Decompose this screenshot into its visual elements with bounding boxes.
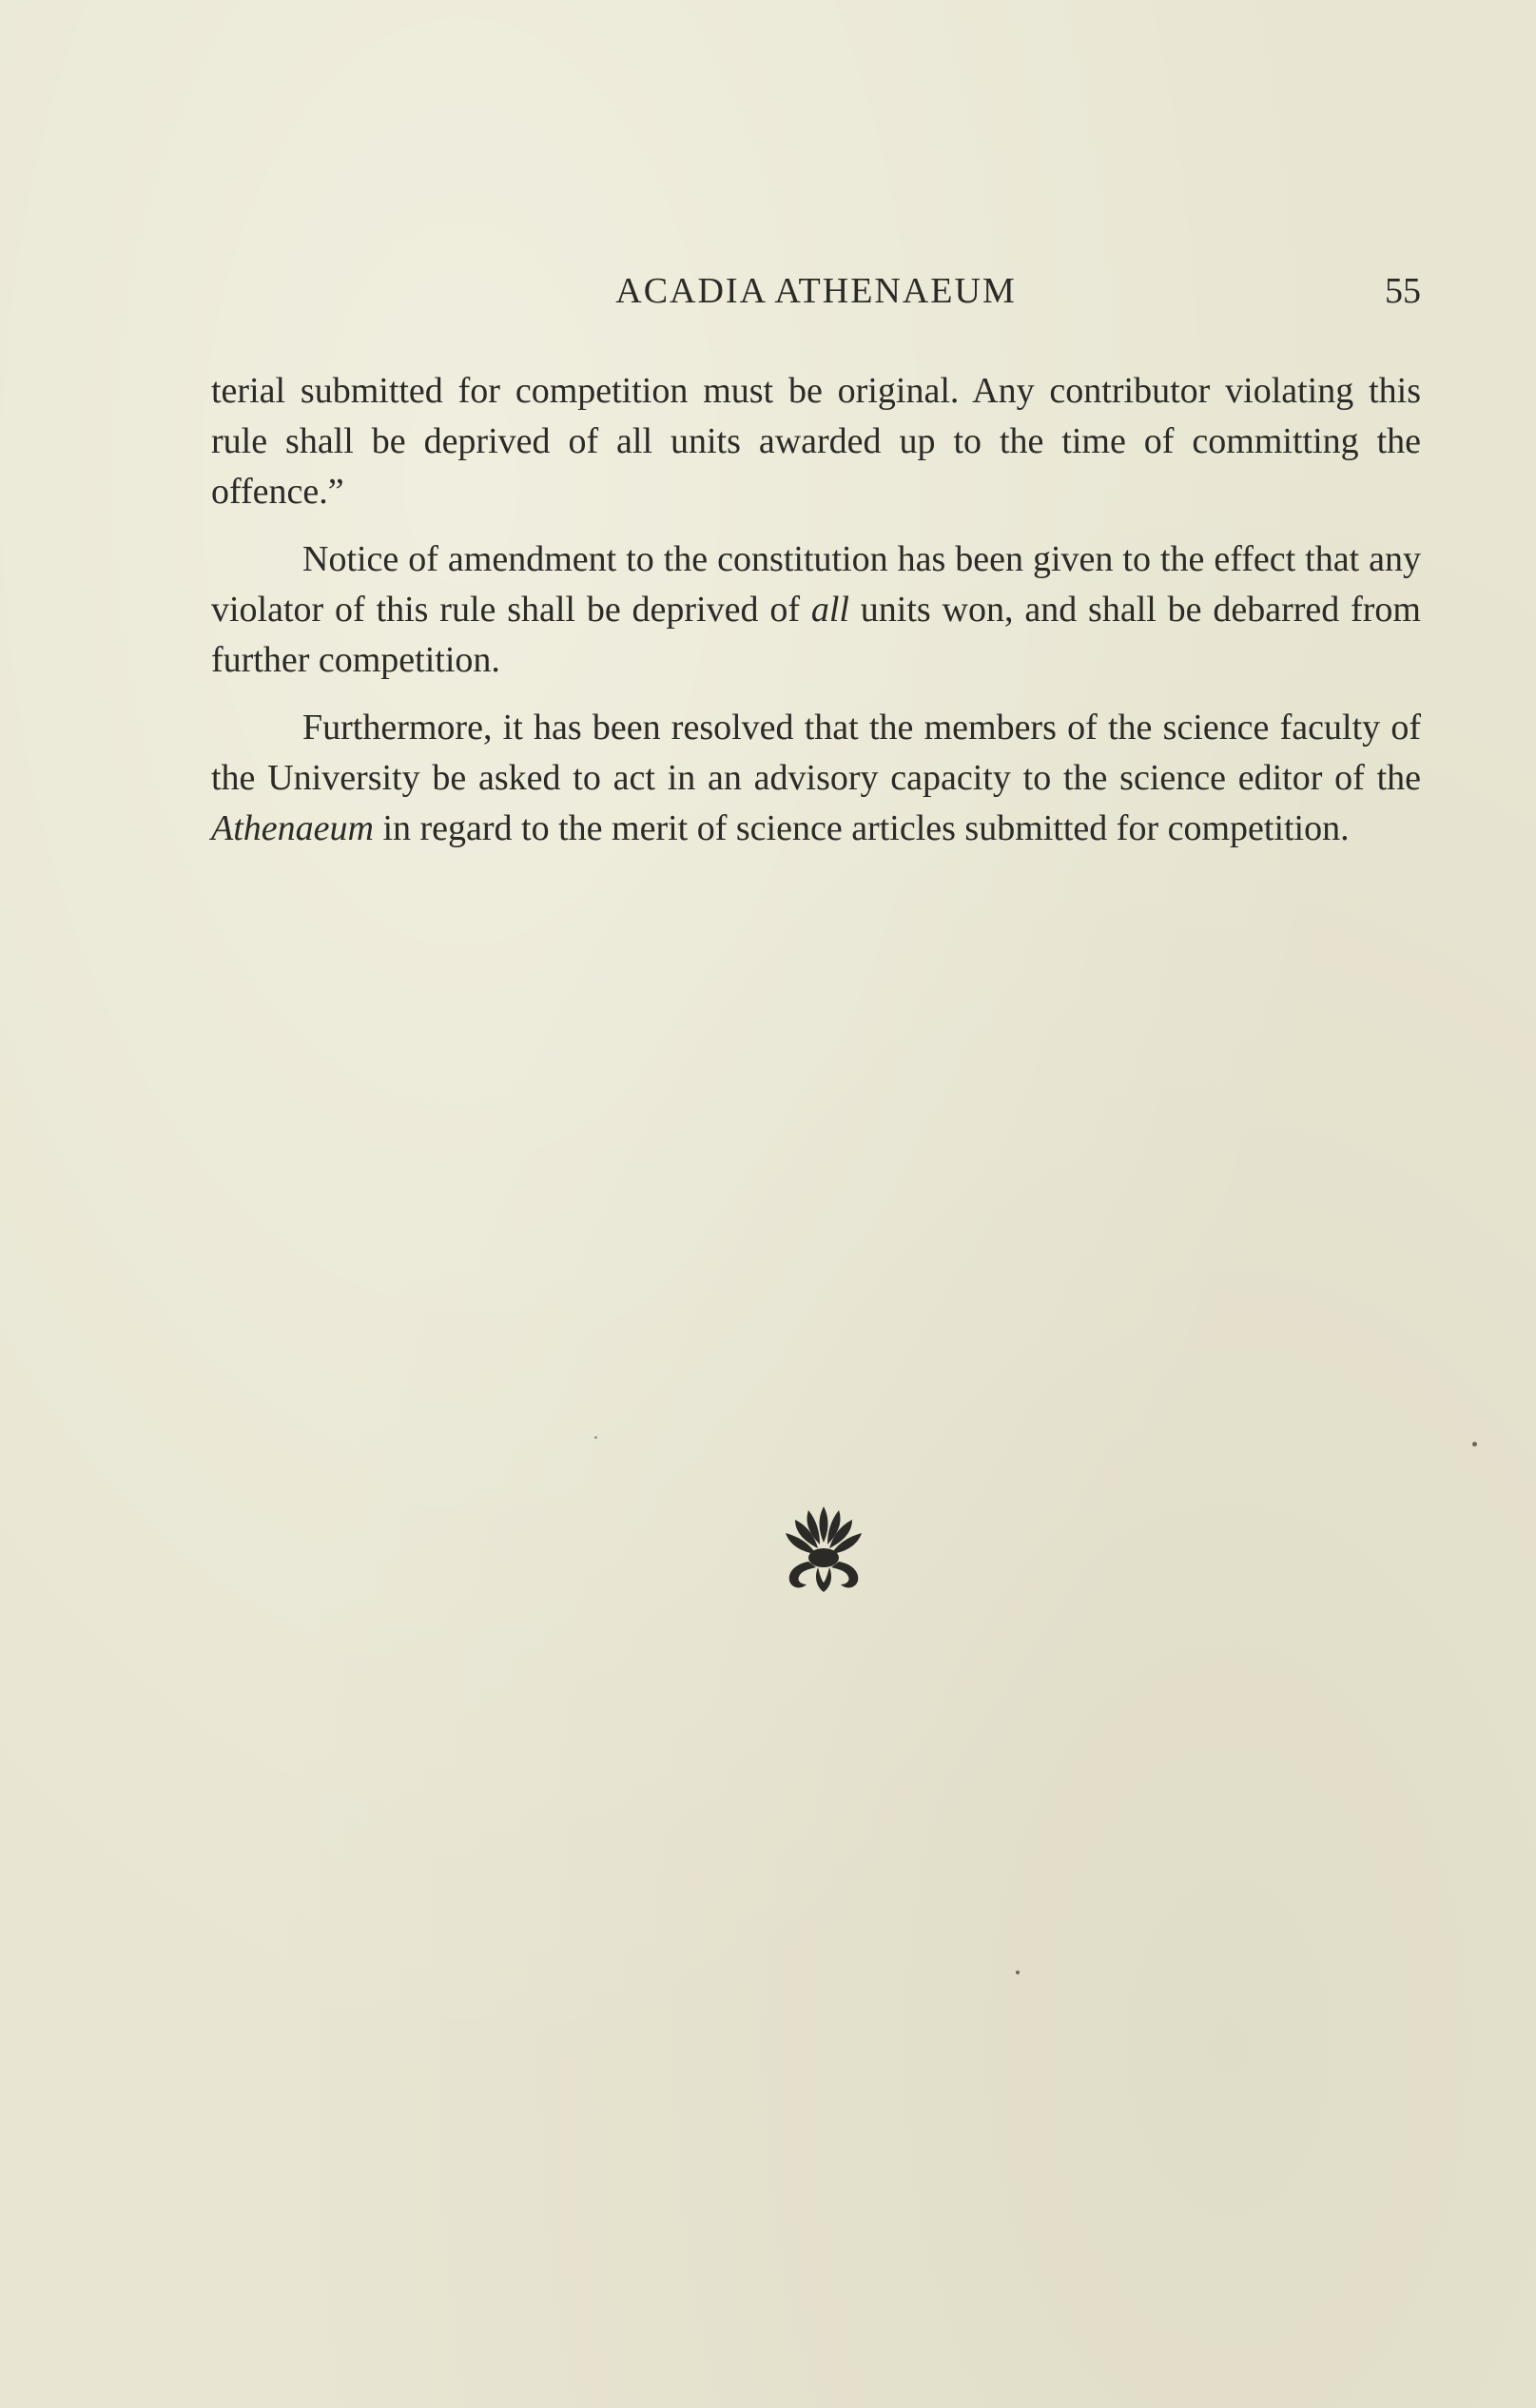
paragraph-3 [211, 703, 1421, 854]
floral-ornament-icon [780, 1501, 867, 1596]
paragraph-3-text-a: Furthermore, it has been resolved that the members of the science faculty of the University be asked to act in an advisory capacity to the science editor of the [211, 708, 1421, 798]
running-head [211, 270, 1421, 318]
paper-speck [1472, 1442, 1477, 1447]
paragraph-2-text-b: units won, and shall be debarred from further competition. [211, 590, 1421, 680]
running-title: ACADIA ATHENAEUM [615, 271, 1017, 311]
paper-speck [1016, 1971, 1020, 1974]
page-number: 55 [1385, 271, 1421, 311]
paragraph-3-text-b: in regard to the merit of science articles submitted for competition. [373, 808, 1350, 848]
body-text [211, 366, 1421, 871]
paper-speck [594, 1436, 597, 1439]
paragraph-2 [211, 534, 1421, 686]
paragraph-3-emphasis: Athenaeum [211, 808, 374, 848]
paragraph-1 [211, 366, 1421, 517]
paragraph-2-emphasis: all [810, 590, 849, 630]
paragraph-1-text: terial submitted for competition must be original. Any contributor violating this rule shall be deprived of all units awarded up to the time of committing the offence.” [211, 371, 1421, 512]
paragraph-2-text-a: Notice of amendment to the constitution has been given to the effect that any violator of this rule shall be deprived of [211, 539, 1421, 630]
